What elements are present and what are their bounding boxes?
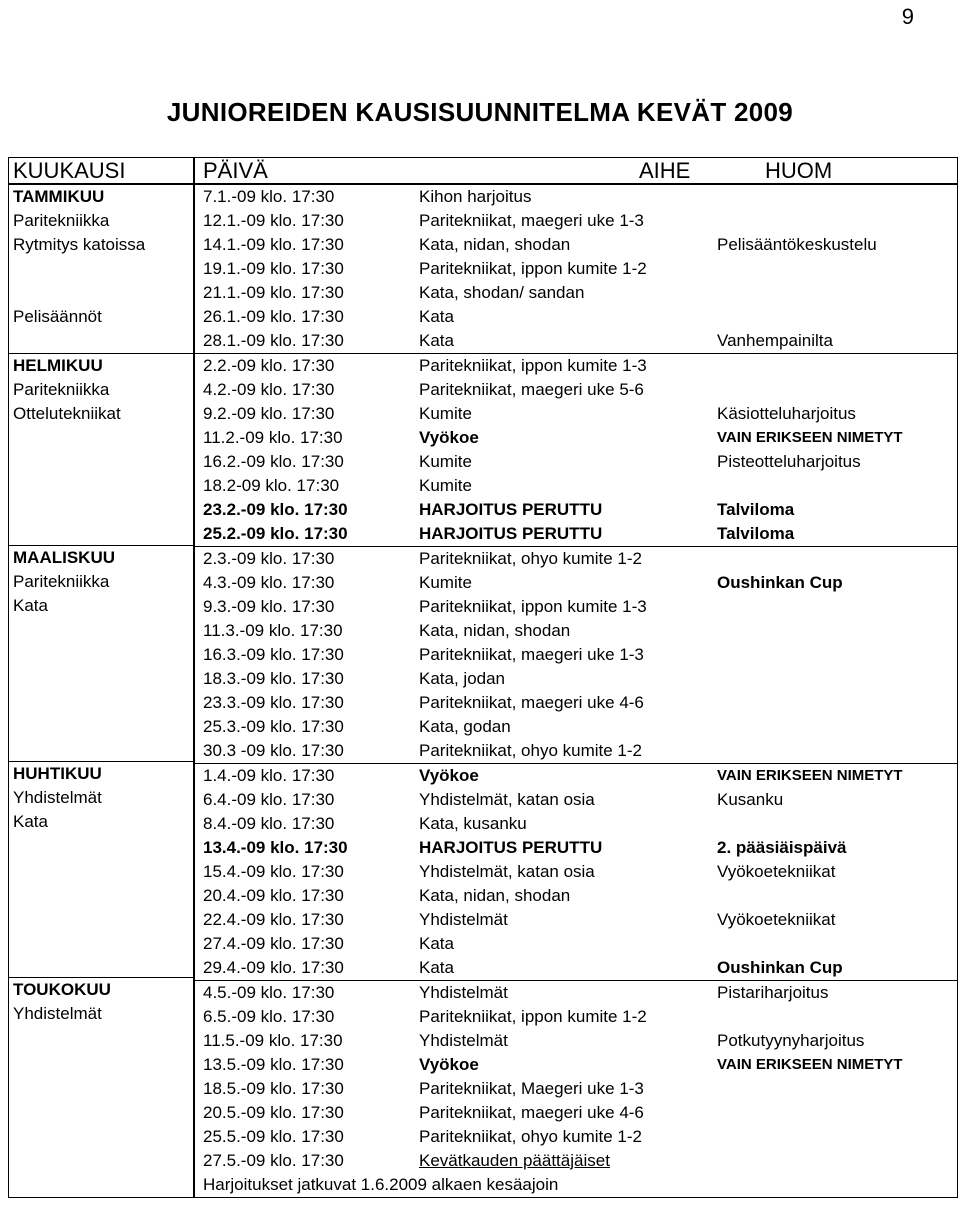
- session-date: 4.3.-09 klo. 17:30: [203, 573, 335, 592]
- session-note: [709, 667, 717, 691]
- session-topic: Paritekniikat, maegeri uke 4-6: [419, 1103, 644, 1122]
- session-date: 15.4.-09 klo. 17:30: [203, 862, 344, 881]
- session-note: [709, 595, 717, 619]
- session-topic: Paritekniikat, ippon kumite 1-3: [419, 356, 647, 375]
- session-date: 19.1.-09 klo. 17:30: [203, 259, 344, 278]
- schedule-row: [195, 691, 957, 715]
- month-block: [9, 545, 193, 761]
- session-topic: Paritekniikat, ippon kumite 1-2: [419, 259, 647, 278]
- month-focus: Pelisäännöt: [13, 307, 102, 326]
- schedule-row: [195, 1077, 957, 1101]
- session-topic: Vyökoe: [419, 766, 479, 785]
- month-name: HELMIKUU: [13, 356, 103, 375]
- header-topic: AIHE: [639, 157, 691, 183]
- session-topic: Kata: [419, 331, 454, 350]
- session-topic: Kata: [419, 958, 454, 977]
- session-note: [709, 185, 717, 209]
- month-name: TAMMIKUU: [13, 187, 105, 206]
- session-topic: Kata, nidan, shodan: [419, 235, 571, 254]
- session-note: Oushinkan Cup: [717, 958, 843, 977]
- session-note: [709, 474, 717, 498]
- session-date: 22.4.-09 klo. 17:30: [203, 910, 344, 929]
- schedule-row: [195, 739, 957, 763]
- month-focus: [9, 281, 193, 305]
- session-date: 6.5.-09 klo. 17:30: [203, 1007, 335, 1026]
- session-date: 4.2.-09 klo. 17:30: [203, 380, 335, 399]
- month-block: [9, 185, 193, 353]
- session-topic: Kata, shodan/ sandan: [419, 283, 585, 302]
- month-focus: Kata: [13, 812, 48, 831]
- session-date: 16.3.-09 klo. 17:30: [203, 645, 344, 664]
- session-note: [709, 715, 717, 739]
- schedule-row: [195, 233, 957, 257]
- session-note: Pelisääntökeskustelu: [717, 235, 877, 254]
- month-focus: Rytmitys katoissa: [13, 235, 146, 254]
- schedule-row: [195, 546, 957, 571]
- session-date: 26.1.-09 klo. 17:30: [203, 307, 344, 326]
- session-note: Potkutyynyharjoitus: [717, 1031, 865, 1050]
- month-focus: Ottelutekniikat: [13, 404, 121, 423]
- session-note: Vyökoetekniikat: [717, 910, 836, 929]
- session-date: 25.3.-09 klo. 17:30: [203, 717, 344, 736]
- schedule-row: [195, 619, 957, 643]
- session-topic: Kata, nidan, shodan: [419, 886, 571, 905]
- session-date: 25.2.-09 klo. 17:30: [203, 524, 348, 543]
- schedule-row: [195, 788, 957, 812]
- schedule-row: [195, 281, 957, 305]
- session-date: 13.5.-09 klo. 17:30: [203, 1055, 344, 1074]
- session-date: 2.2.-09 klo. 17:30: [203, 356, 335, 375]
- schedule-row: [195, 956, 957, 980]
- session-date: 7.1.-09 klo. 17:30: [203, 187, 335, 206]
- schedule-row: [195, 1005, 957, 1029]
- session-date: 27.5.-09 klo. 17:30: [203, 1151, 344, 1170]
- session-date: 18.2-09 klo. 17:30: [203, 476, 340, 495]
- session-topic: Paritekniikat, Maegeri uke 1-3: [419, 1079, 644, 1098]
- session-note: Pisteotteluharjoitus: [717, 452, 861, 471]
- session-date: 11.3.-09 klo. 17:30: [203, 621, 343, 640]
- footer-row: [195, 1173, 957, 1197]
- session-note: Käsiotteluharjoitus: [717, 404, 856, 423]
- schedule-row: [195, 715, 957, 739]
- schedule-row: [195, 860, 957, 884]
- session-topic: Yhdistelmät, katan osia: [419, 862, 595, 881]
- session-topic: HARJOITUS PERUTTU: [419, 838, 603, 857]
- session-topic: Kumite: [419, 573, 472, 592]
- session-date: 16.2.-09 klo. 17:30: [203, 452, 344, 471]
- session-topic: HARJOITUS PERUTTU: [419, 500, 603, 519]
- schedule-row: [195, 836, 957, 860]
- session-topic: Kata, nidan, shodan: [419, 621, 571, 640]
- session-date: 20.4.-09 klo. 17:30: [203, 886, 344, 905]
- schedule-row: [195, 980, 957, 1005]
- session-topic: Kumite: [419, 476, 472, 495]
- schedule-row: [195, 1029, 957, 1053]
- session-note: [709, 1077, 717, 1101]
- session-topic: Paritekniikat, ippon kumite 1-2: [419, 1007, 647, 1026]
- session-topic: Paritekniikat, maegeri uke 5-6: [419, 380, 644, 399]
- month-focus: Paritekniikka: [13, 211, 110, 230]
- session-note: VAIN ERIKSEEN NIMETYT: [717, 1056, 903, 1073]
- session-date: 9.2.-09 klo. 17:30: [203, 404, 335, 423]
- footer-note: Harjoitukset jatkuvat 1.6.2009 alkaen kesäajoin: [203, 1175, 559, 1194]
- session-note: [709, 691, 717, 715]
- session-date: 8.4.-09 klo. 17:30: [203, 814, 335, 833]
- session-note: [709, 281, 717, 305]
- session-date: 29.4.-09 klo. 17:30: [203, 958, 344, 977]
- session-date: 20.5.-09 klo. 17:30: [203, 1103, 344, 1122]
- session-topic: Kata, jodan: [419, 669, 506, 688]
- session-date: 25.5.-09 klo. 17:30: [203, 1127, 344, 1146]
- schedule-row: [195, 378, 957, 402]
- schedule-row: [195, 908, 957, 932]
- month-column: [9, 158, 195, 1197]
- schedule-row: [195, 1149, 957, 1173]
- schedule-row: [195, 595, 957, 619]
- schedule-row: [195, 209, 957, 233]
- schedule-row: [195, 498, 957, 522]
- session-topic: Kumite: [419, 404, 472, 423]
- month-focus: Paritekniikka: [13, 380, 110, 399]
- schedule-row: [195, 474, 957, 498]
- session-note: Vanhempainilta: [717, 331, 833, 350]
- session-note: [709, 378, 717, 402]
- session-note: [709, 1005, 717, 1029]
- schedule-row: [195, 353, 957, 378]
- month-name: HUHTIKUU: [13, 764, 102, 783]
- month-focus: Yhdistelmät: [13, 788, 102, 807]
- session-topic: Yhdistelmät: [419, 983, 508, 1002]
- session-topic: Paritekniikat, ohyo kumite 1-2: [419, 549, 642, 568]
- document-title: JUNIOREIDEN KAUSISUUNNITELMA KEVÄT 2009: [166, 97, 794, 127]
- month-block: [9, 977, 193, 1193]
- month-focus: Yhdistelmät: [13, 1004, 102, 1023]
- session-note: [709, 812, 717, 836]
- session-topic: Yhdistelmät, katan osia: [419, 790, 595, 809]
- session-note: [709, 643, 717, 667]
- session-date: 2.3.-09 klo. 17:30: [203, 549, 335, 568]
- month-focus: Paritekniikka: [13, 572, 110, 591]
- month-block: [9, 353, 193, 545]
- session-note: Talviloma: [717, 524, 795, 543]
- session-date: 1.4.-09 klo. 17:30: [203, 766, 335, 785]
- session-date: 30.3 -09 klo. 17:30: [203, 741, 344, 760]
- schedule-row: [195, 932, 957, 956]
- header-row: [195, 158, 957, 185]
- header-note: HUOM: [765, 157, 833, 183]
- session-topic: Paritekniikat, ohyo kumite 1-2: [419, 741, 642, 760]
- month-focus: Kata: [13, 596, 48, 615]
- session-topic: Vyökoe: [419, 428, 479, 447]
- session-date: 28.1.-09 klo. 17:30: [203, 331, 344, 350]
- schedule-row: [195, 667, 957, 691]
- schedule-row: [195, 1125, 957, 1149]
- session-note: [709, 932, 717, 956]
- header-month: KUUKAUSI: [9, 158, 193, 185]
- session-note: [709, 209, 717, 233]
- session-topic: Yhdistelmät: [419, 910, 508, 929]
- schedule-row: [195, 450, 957, 474]
- session-note: [709, 257, 717, 281]
- schedule-table: [8, 157, 958, 1198]
- schedule-row: [195, 812, 957, 836]
- session-date: 23.2.-09 klo. 17:30: [203, 500, 348, 519]
- session-note: Kusanku: [717, 790, 784, 809]
- session-date: 23.3.-09 klo. 17:30: [203, 693, 344, 712]
- schedule-column: [195, 158, 957, 1197]
- session-note: [709, 1149, 717, 1173]
- session-topic: HARJOITUS PERUTTU: [419, 524, 603, 543]
- schedule-row: [195, 884, 957, 908]
- schedule-row: [195, 522, 957, 546]
- schedule-row: [195, 1101, 957, 1125]
- session-note: [709, 884, 717, 908]
- session-topic: Vyökoe: [419, 1055, 479, 1074]
- header-date: PÄIVÄ: [203, 157, 268, 183]
- session-note: [709, 547, 717, 571]
- session-note: Oushinkan Cup: [717, 573, 843, 592]
- session-topic: Kevätkauden päättäjäiset: [419, 1151, 610, 1170]
- session-topic: Kata: [419, 934, 454, 953]
- schedule-row: [195, 426, 957, 450]
- session-topic: Paritekniikat, ippon kumite 1-3: [419, 597, 647, 616]
- schedule-row: [195, 329, 957, 353]
- session-note: [709, 1125, 717, 1149]
- schedule-row: [195, 763, 957, 788]
- session-date: 11.5.-09 klo. 17:30: [203, 1031, 343, 1050]
- session-topic: Kata, kusanku: [419, 814, 527, 833]
- page-number: 9: [901, 4, 914, 29]
- session-date: 12.1.-09 klo. 17:30: [203, 211, 344, 230]
- month-name: MAALISKUU: [13, 548, 115, 567]
- month-focus: [9, 257, 193, 281]
- session-topic: Kihon harjoitus: [419, 187, 532, 206]
- session-topic: Kata, godan: [419, 717, 511, 736]
- session-note: 2. pääsiäispäivä: [717, 838, 847, 857]
- session-date: 18.3.-09 klo. 17:30: [203, 669, 344, 688]
- session-note: [709, 305, 717, 329]
- schedule-row: [195, 1053, 957, 1077]
- session-topic: Paritekniikat, maegeri uke 1-3: [419, 645, 644, 664]
- session-note: [709, 619, 717, 643]
- session-note: [709, 354, 717, 378]
- schedule-row: [195, 257, 957, 281]
- session-date: 6.4.-09 klo. 17:30: [203, 790, 335, 809]
- session-topic: Kata: [419, 307, 454, 326]
- session-note: VAIN ERIKSEEN NIMETYT: [717, 767, 903, 784]
- session-note: [709, 1101, 717, 1125]
- session-date: 21.1.-09 klo. 17:30: [203, 283, 344, 302]
- session-date: 9.3.-09 klo. 17:30: [203, 597, 335, 616]
- schedule-row: [195, 643, 957, 667]
- session-topic: Paritekniikat, maegeri uke 1-3: [419, 211, 644, 230]
- schedule-row: [195, 402, 957, 426]
- session-date: 27.4.-09 klo. 17:30: [203, 934, 344, 953]
- session-date: 4.5.-09 klo. 17:30: [203, 983, 335, 1002]
- month-block: [9, 761, 193, 977]
- session-topic: Paritekniikat, ohyo kumite 1-2: [419, 1127, 642, 1146]
- session-note: Vyökoetekniikat: [717, 862, 836, 881]
- session-note: VAIN ERIKSEEN NIMETYT: [717, 429, 903, 446]
- session-date: 14.1.-09 klo. 17:30: [203, 235, 344, 254]
- session-topic: Yhdistelmät: [419, 1031, 508, 1050]
- session-topic: Paritekniikat, maegeri uke 4-6: [419, 693, 644, 712]
- session-note: Talviloma: [717, 500, 795, 519]
- session-note: [709, 739, 717, 763]
- session-note: Pistariharjoitus: [717, 983, 829, 1002]
- session-date: 13.4.-09 klo. 17:30: [203, 838, 348, 857]
- session-date: 18.5.-09 klo. 17:30: [203, 1079, 344, 1098]
- schedule-row: [195, 571, 957, 595]
- session-topic: Kumite: [419, 452, 472, 471]
- schedule-row: [195, 305, 957, 329]
- session-date: 11.2.-09 klo. 17:30: [203, 428, 343, 447]
- month-name: TOUKOKUU: [13, 980, 111, 999]
- schedule-row: [195, 185, 957, 209]
